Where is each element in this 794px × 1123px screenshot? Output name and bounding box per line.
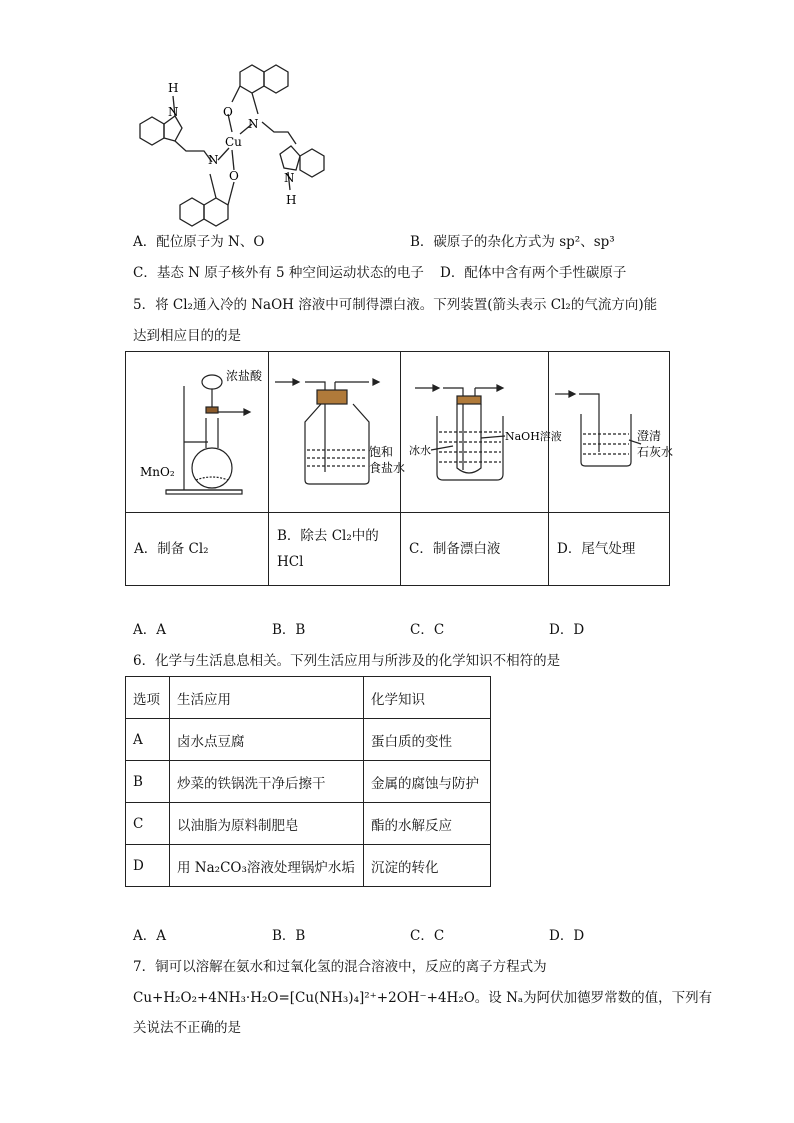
caption-a: A．制备 Cl₂ (126, 513, 269, 586)
atom-n-top: N (168, 105, 179, 119)
table-cell: 卤水点豆腐 (170, 719, 364, 761)
apparatus-b-cell (269, 352, 406, 513)
table-row (126, 677, 491, 719)
atom-n-right: N (248, 117, 259, 131)
q7-line3: 关说法不正确的是 (133, 1020, 241, 1036)
table-cell: D (126, 845, 170, 887)
copper-complex-structure (128, 58, 348, 228)
q5-apparatus-table (125, 351, 674, 586)
apparatus-c-figure (401, 352, 562, 508)
caption-c: C．制备漂白液 (401, 513, 549, 586)
q5-stem-line2: 达到相应目的的是 (133, 328, 241, 344)
q4-option-c: C．基态 N 原子核外有 5 种空间运动状态的电子 (133, 265, 424, 281)
table-cell: 沉淀的转化 (364, 845, 491, 887)
label-conc-hcl: 浓盐酸 (226, 369, 263, 383)
label-mno2: MnO₂ (140, 465, 175, 479)
atom-o-bottom: O (229, 169, 239, 183)
q6-answer-d: D．D (549, 928, 585, 944)
apparatus-a-cell (126, 352, 269, 513)
atom-h-top: H (168, 81, 179, 95)
atom-o-top: O (223, 105, 233, 119)
q4-option-d: D．配体中含有两个手性碳原子 (440, 265, 627, 281)
table-cell: 以油脂为原料制肥皂 (170, 803, 364, 845)
q5-answer-b: B．B (272, 622, 306, 638)
atom-n-left: N (208, 153, 219, 167)
atom-n-bottom: N (284, 171, 295, 185)
atom-h-bottom: H (286, 193, 297, 207)
q5-answer-a: A．A (133, 622, 166, 638)
table-cell: 金属的腐蚀与防护 (364, 761, 491, 803)
q5-answer-c: C．C (410, 622, 445, 638)
table-cell: C (126, 803, 170, 845)
table-cell: 酯的水解反应 (364, 803, 491, 845)
table-row (126, 719, 491, 761)
label-clear: 澄清 (637, 429, 662, 443)
apparatus-d-cell (549, 352, 674, 513)
table-row (126, 761, 491, 803)
q6-stem: 6．化学与生活息息相关。下列生活应用与所涉及的化学知识不相符的是 (133, 653, 561, 669)
table-row (126, 845, 491, 887)
apparatus-a-figure (126, 352, 269, 508)
label-brine: 食盐水 (369, 461, 406, 475)
q6-answer-c: C．C (410, 928, 445, 944)
table-cell: 蛋白质的变性 (364, 719, 491, 761)
q6-answer-a: A．A (133, 928, 166, 944)
q4-option-b: B．碳原子的杂化方式为 sp²、sp³ (410, 234, 615, 250)
table-cell: 用 Na₂CO₃溶液处理锅炉水垢 (170, 845, 364, 887)
label-limewater: 石灰水 (637, 445, 674, 459)
label-ice-water: 冰水 (409, 444, 431, 457)
table-cell: A (126, 719, 170, 761)
q7-line1: 7．铜可以溶解在氨水和过氧化氢的混合溶液中，反应的离子方程式为 (133, 959, 547, 975)
q5-stem-line1: 5．将 Cl₂通入冷的 NaOH 溶液中可制得漂白液。下列装置(箭头表示 Cl₂的气流方向)能 (133, 297, 658, 313)
q4-option-a: A．配位原子为 N、O (133, 234, 265, 250)
q7-line2: Cu+H₂O₂+4NH₃·H₂O=[Cu(NH₃)₄]²⁺+2OH⁻+4H₂O。设 Nₐ为阿伏加德罗常数的值，下列有 (133, 990, 713, 1006)
table-cell: 炒菜的铁锅洗干净后擦干 (170, 761, 364, 803)
table-row (126, 803, 491, 845)
table-header: 选项 (126, 677, 170, 719)
label-naoh: NaOH溶液 (505, 430, 562, 443)
q6-answer-b: B．B (272, 928, 306, 944)
atom-cu: Cu (225, 135, 242, 149)
table-header: 生活应用 (170, 677, 364, 719)
label-saturated: 饱和 (369, 445, 394, 459)
caption-b: B．除去 Cl₂中的 HCl (269, 513, 401, 586)
apparatus-d-figure (549, 352, 674, 508)
caption-d: D．尾气处理 (549, 513, 670, 586)
table-cell: B (126, 761, 170, 803)
table-header: 化学知识 (364, 677, 491, 719)
q5-answer-d: D．D (549, 622, 585, 638)
apparatus-c-cell (401, 352, 562, 513)
apparatus-b-figure (269, 352, 406, 508)
q6-table (125, 676, 491, 887)
